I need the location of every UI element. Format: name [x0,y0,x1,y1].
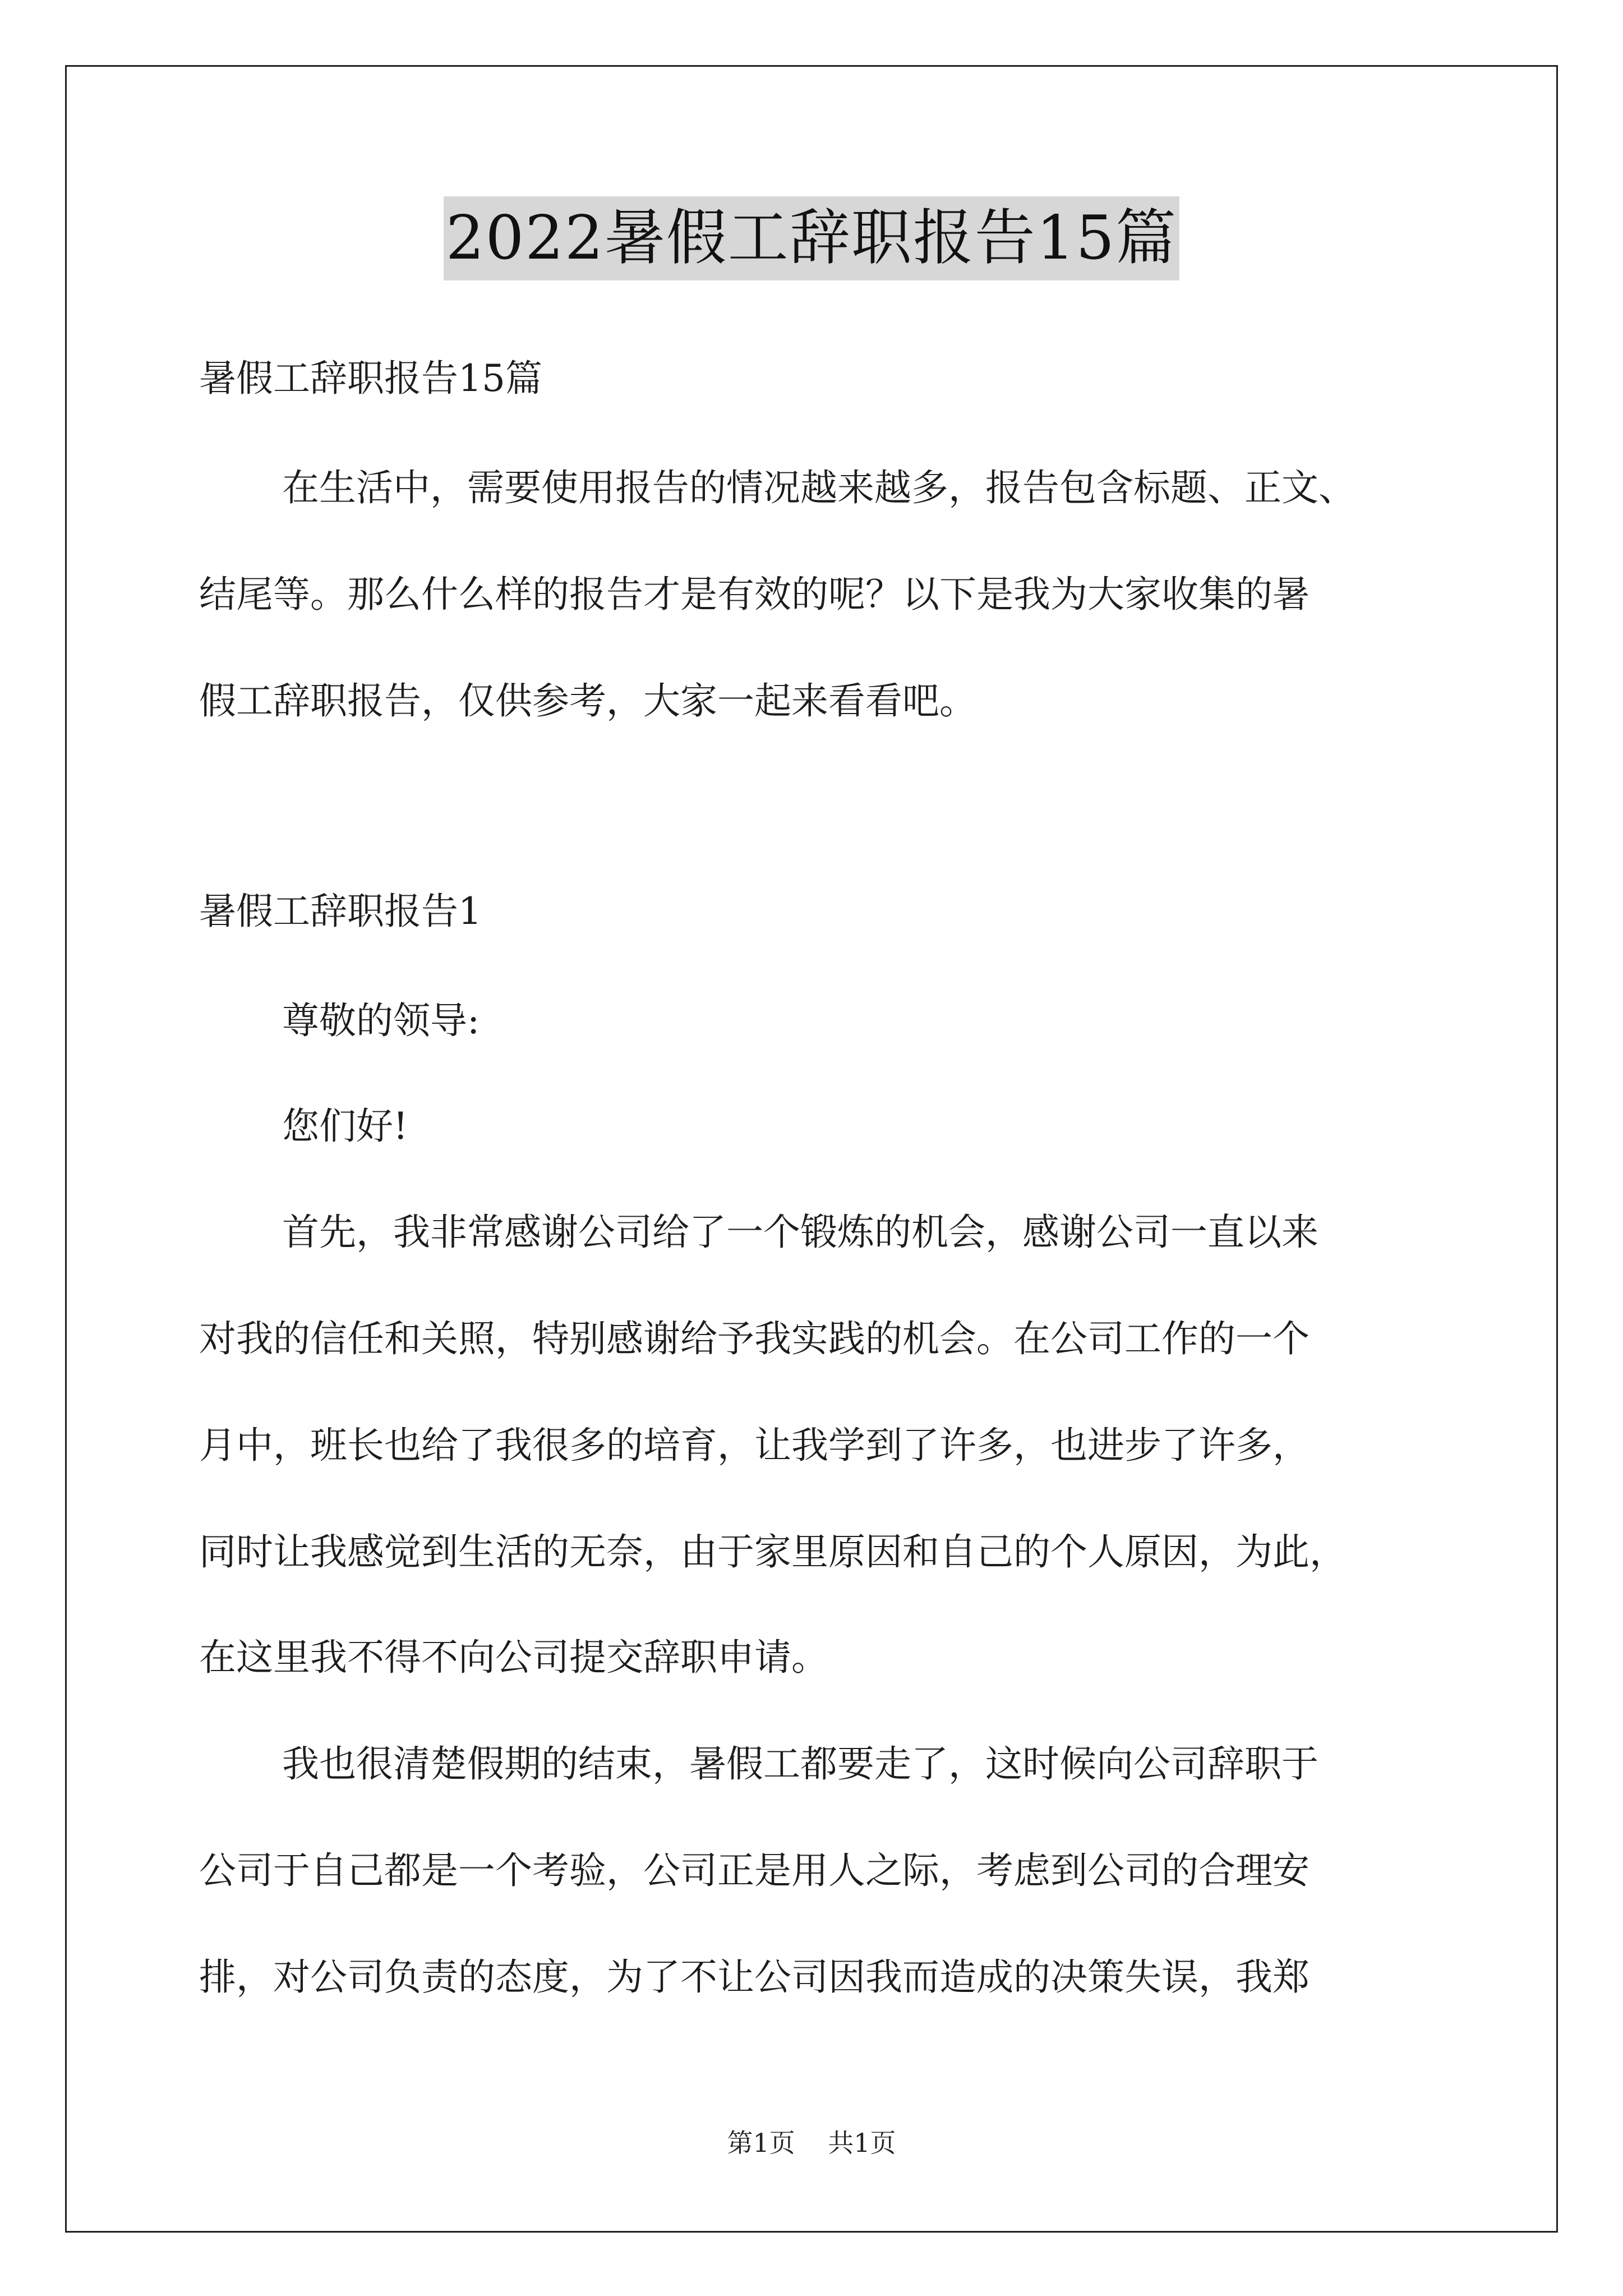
paragraph-line: 在这里我不得不向公司提交辞职申请。 [199,1636,828,1679]
title-container [0,196,1623,280]
page-total: 共1页 [828,2128,896,2158]
paragraph-line: 公司于自己都是一个考验，公司正是用人之际，考虑到公司的合理安 [199,1849,1310,1892]
paragraph-line: 我也很清楚假期的结束，暑假工都要走了，这时候向公司辞职于 [282,1742,1318,1786]
intro-line: 假工辞职报告，仅供参考，大家一起来看看吧。 [199,679,976,723]
intro-line: 结尾等。那么什么样的报告才是有效的呢？以下是我为大家收集的暑 [199,573,1310,616]
paragraph-line: 对我的信任和关照，特别感谢给予我实践的机会。在公司工作的一个 [199,1317,1310,1360]
paragraph-line: 月中，班长也给了我很多的培育，让我学到了许多，也进步了许多， [199,1424,1310,1467]
document-subtitle: 暑假工辞职报告15篇 [199,357,542,400]
page-footer [0,2126,1623,2160]
section-heading: 暑假工辞职报告1 [199,890,482,933]
page-number: 第1页 [727,2128,795,2158]
paragraph-line: 排，对公司负责的态度，为了不让公司因我而造成的决策失误，我郑 [199,1955,1310,1999]
paragraph-line: 同时让我感觉到生活的无奈，由于家里原因和自己的个人原因，为此， [199,1530,1347,1573]
greeting: 您们好! [282,1105,408,1148]
salutation: 尊敬的领导: [282,999,480,1042]
paragraph-line: 首先，我非常感谢公司给了一个锻炼的机会，感谢公司一直以来 [282,1211,1318,1254]
document-title: 2022暑假工辞职报告15篇 [444,196,1179,280]
intro-line: 在生活中，需要使用报告的情况越来越多，报告包含标题、正文、 [282,466,1355,509]
